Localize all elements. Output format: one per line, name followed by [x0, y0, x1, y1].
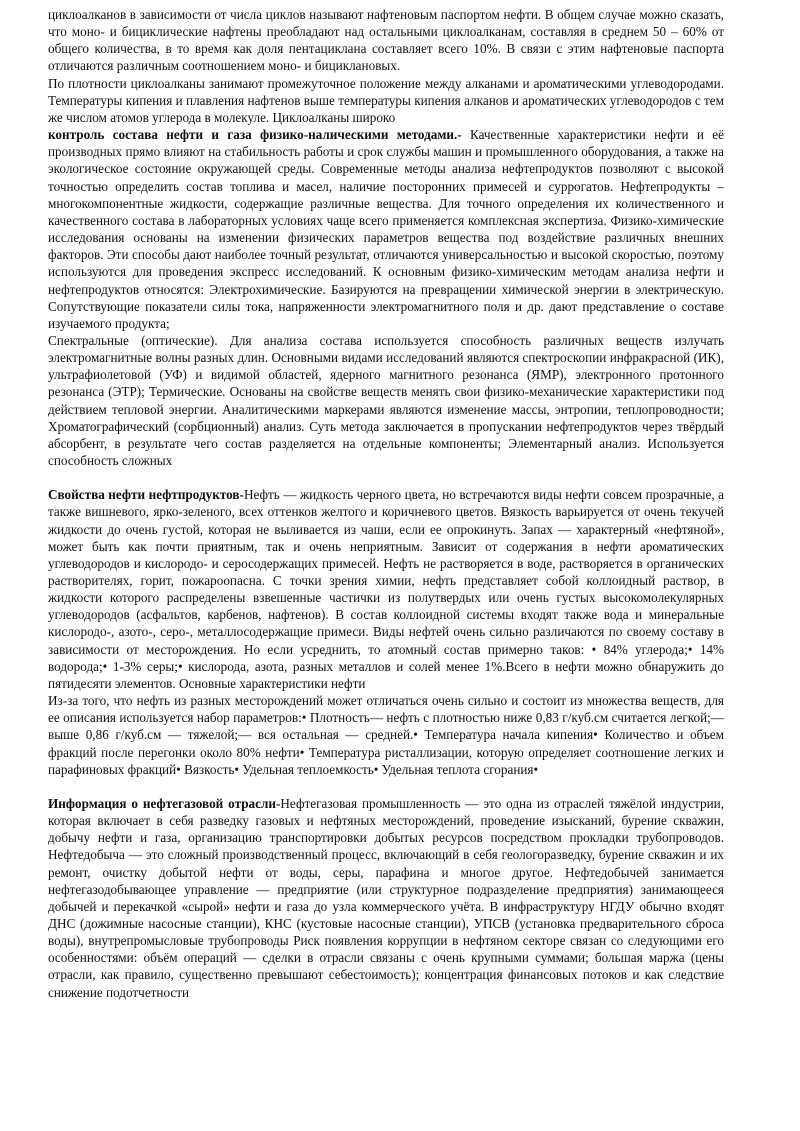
paragraph-analysis-methods — [48, 126, 724, 332]
section-gap — [48, 778, 724, 795]
section-gap — [48, 469, 724, 486]
paragraph-oil-gas-industry — [48, 795, 724, 1001]
paragraph-spectral-methods — [48, 332, 724, 469]
section-heading: Свойства нефти нефтпродуктов- — [48, 487, 244, 503]
paragraph-naphthene-passport — [48, 6, 724, 75]
section-heading: контроль состава нефти и газа физико-налическими методами.- — [48, 127, 462, 143]
section-heading: Информация о нефтегазовой отрасли- — [48, 795, 281, 811]
paragraph-text: циклоалканов в зависимости от числа циклов называют нафтеновым паспортом нефти. В общем случае можно сказать, что моно- и бициклические нафтены преобладают над остальными циклоалканам, составляя в среднем 50 – 60% от общего количества, в то время как доля пентациклана составляет всего 10%. В связи с этим нафтеновые паспорта отличаются различным соотношением моно- и бициклановых. — [48, 7, 724, 74]
paragraph-text: По плотности циклоалканы занимают промежуточное положение между алканами и ароматическими углеводородами. Температуры кипения и плавления нафтенов выше температуры кипения алканов и ароматических углеводородов с тем же числом атомов углерода в молекуле. Циклоалканы широко — [48, 75, 724, 125]
paragraph-text: Нефтегазовая промышленность — это одна из отраслей тяжёлой индустрии, которая включает в себя разведку газовых и нефтяных месторождений, проведение изысканий, бурение скважин, добычу нефти и газа, организацию транспортировки добытых ресурсов посредством прокладки трубопроводов. Нефтедобыча — это сложный производственный процесс, включающий в себя геологоразведку, бурение скважин и их ремонт, очистку добытой нефти от воды, серы, парафина и многое другое. Нефтедобычей занимается нефтегазодобывающее управление — предприятие (или структурное подразделение предприятия) занимающееся добычей и перекачкой «сырой» нефти и газа до узла коммерческого учёта. В инфраструктуру НГДУ обычно входят ДНС (дожимные насосные станции), КНС (кустовые насосные станции), УПСВ (установка предварительного сброса воды), внутрепромысловые трубопроводы Риск появления коррупции в нефтяном секторе связан со следующими его особенностями: объём операций — сделки в отрасли связаны с очень крупными суммами; большая маржа (цены отрасли, как правило, существенно превышают себестоимость); концентрация финансовых потоков и как следствие снижение подотчетности — [48, 795, 724, 1000]
paragraph-cycloalkane-density — [48, 75, 724, 126]
paragraph-oil-properties — [48, 486, 724, 692]
paragraph-text: Качественные характеристики нефти и её производных прямо влияют на стабильность работы и срок службы машин и промышленного оборудования, а также на экологическое состояние окружающей среды. Современные методы анализа нефтепродуктов позволяют с высокой точностью определить состав топлива и масел, наличие посторонних примесей и суррогатов. Нефтепродукты – многокомпонентные жидкости, содержащие различные вещества. Для точного определения их количественного и качественного состава в лабораторных условиях чаще всего применяется комплексная экспертиза. Физико-химические исследования основаны на изменении физических параметров вещества под воздействие различных внешних факторов. Эти способы дают наиболее точный результат, отличаются универсальностью и высокой скоростью, поэтому используются для проведения экспресс исследований. К основным физико-химическим методам анализа нефти и нефтепродуктов относятся: Электрохимические. Базируются на превращении химической энергии в электрическую. Сопутствующие показатели силы тока, напряженности электромагнитного поля и др. дают представление о составе изучаемого продукта; — [48, 127, 724, 331]
paragraph-oil-parameters — [48, 692, 724, 778]
document-page — [48, 6, 724, 1001]
paragraph-text: Из-за того, что нефть из разных месторождений может отличаться очень сильно и состоит из множества веществ, для ее описания используется набор параметров:• Плотность— нефть с плотностью ниже 0,83 г/куб.см считается легкой;— выше 0,86 г/куб.см — тяжелой;— вся остальная — средней.• Температура начала кипения• Количество и объем фракций после перегонки около 80% нефти• Температура ристаллизации, которую определяет соотношение легких и парафиновых фракций• Вязкость• Удельная теплоемкость• Удельная теплота сгорания• — [48, 693, 724, 777]
paragraph-text: Нефть — жидкость черного цвета, но встречаются виды нефти совсем прозрачные, а также вишневого, ярко-зеленого, всех оттенков желтого и коричневого цветов. Вязкость варьируется от очень текучей жидкости до очень густой, которая не выливается из чаши, если ее опрокинуть. Запах — характерный «нефтяной», может быть как почти приятным, так и очень неприятным. Зависит от содержания в нефти ароматических углеводородов и кислородо- и серосодержащих примесей. Нефть не растворяется в воде, растворяется в органических растворителях, горит, пожароопасна. С точки зрения химии, нефть представляет собой коллоидный раствор, в жидкости которого распределены взвешенные частички из полутвердых или очень густых высокомолекулярных углеводородов (асфальтов, карбенов, нафтенов). В состав коллоидной системы входят также вода и минеральные кислородо-, азото-, серо-, металлосодержащие примеси. Виды нефтей очень сильно различаются по своему составу в зависимости от месторождения. Но если усреднить, то атомный состав примерно таков: • 84% углерода;• 14% водорода;• 1-3% серы;• кислорода, азота, разных металлов и солей менее 1%.Всего в нефти можно обнаружить до пятидесяти элементов. Основные характеристики нефти — [48, 487, 725, 691]
paragraph-text: Спектральные (оптические). Для анализа состава используется способность различных веществ излучать электромагнитные волны разных длин. Основными видами исследований являются спектроскопии инфракрасной (ИК), ультрафиолетовой (УФ) и видимой областей, ядерного магнитного резонанса (ЯМР), электронного протонного резонанса (ЭТР); Термические. Основаны на свойстве веществ менять свои физико-механические характеристики под действием тепловой энергии. Аналитическими маркерами являются изменение массы, энтропии, теплопроводности; Хроматографический (сорбционный) анализ. Суть метода заключается в пропускании нефтепродуктов через твёрдый абсорбент, в результате чего состав разделяется на отдельные компоненты; Элементарный анализ. Используется способность сложных — [48, 332, 724, 469]
